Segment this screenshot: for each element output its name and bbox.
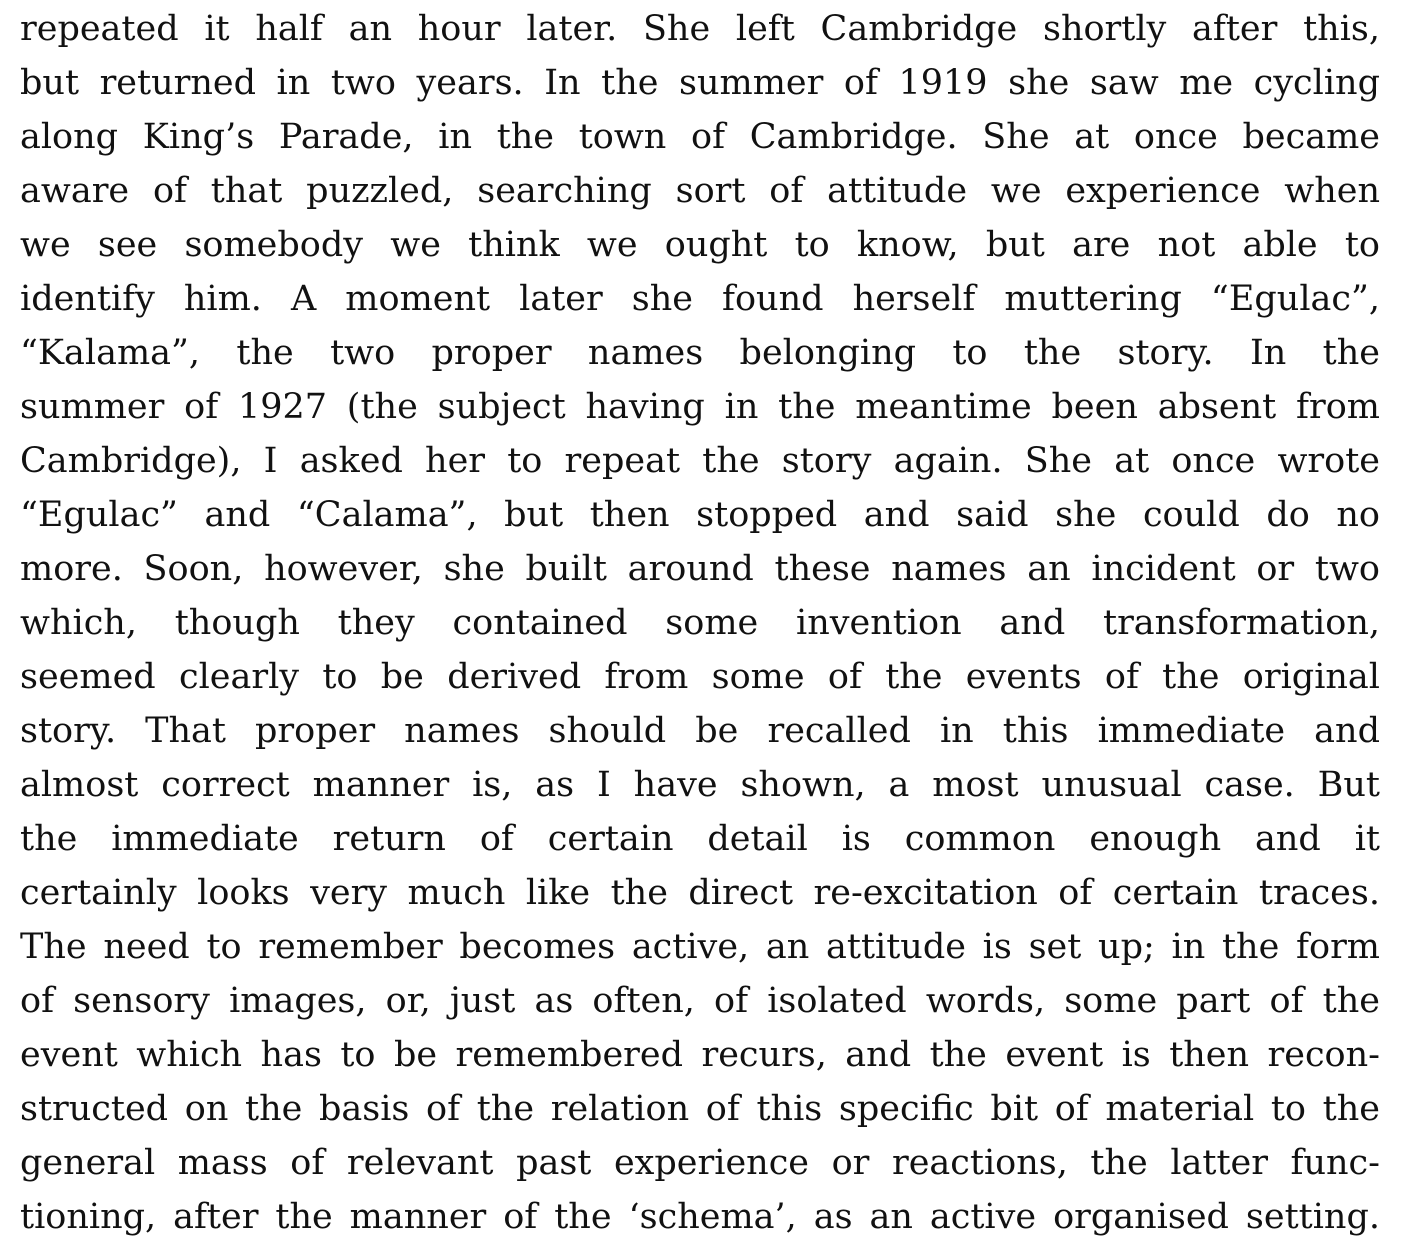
document-page bbox=[20, 2, 1380, 1244]
text-line: certainly looks very much like the direct re-excitation of certain traces. bbox=[20, 873, 1380, 913]
text-line: story. That proper names should be recalled in this immediate and bbox=[20, 711, 1380, 751]
text-line: identify him. A moment later she found herself muttering “Egulac”, bbox=[20, 279, 1380, 319]
text-line: structed on the basis of the relation of this specific bit of material to the bbox=[20, 1089, 1380, 1129]
text-line: tioning, after the manner of the ‘schema’, as an active organised setting. bbox=[20, 1197, 1380, 1237]
text-line: repeated it half an hour later. She left Cambridge shortly after this, bbox=[20, 9, 1380, 49]
text-line: aware of that puzzled, searching sort of attitude we experience when bbox=[20, 171, 1380, 211]
text-line: seemed clearly to be derived from some of the events of the original bbox=[20, 657, 1380, 697]
text-line: event which has to be remembered recurs, and the event is then recon- bbox=[20, 1035, 1380, 1075]
text-line: summer of 1927 (the subject having in the meantime been absent from bbox=[20, 387, 1380, 427]
text-line: but returned in two years. In the summer of 1919 she saw me cycling bbox=[20, 63, 1380, 103]
text-line: Cambridge), I asked her to repeat the story again. She at once wrote bbox=[20, 441, 1380, 481]
text-line: The need to remember becomes active, an attitude is set up; in the form bbox=[20, 927, 1380, 967]
text-line: “Egulac” and “Calama”, but then stopped and said she could do no bbox=[20, 495, 1380, 535]
text-line: more. Soon, however, she built around these names an incident or two bbox=[20, 549, 1380, 589]
text-line: the immediate return of certain detail is common enough and it bbox=[20, 819, 1380, 859]
text-line: of sensory images, or, just as often, of isolated words, some part of the bbox=[20, 981, 1380, 1021]
text-line: along King’s Parade, in the town of Cambridge. She at once became bbox=[20, 117, 1380, 157]
text-line: general mass of relevant past experience or reactions, the latter func- bbox=[20, 1143, 1380, 1183]
text-line: almost correct manner is, as I have shown, a most unusual case. But bbox=[20, 765, 1380, 805]
text-line: which, though they contained some invention and transformation, bbox=[20, 603, 1380, 643]
text-line: we see somebody we think we ought to know, but are not able to bbox=[20, 225, 1380, 265]
text-line: “Kalama”, the two proper names belonging to the story. In the bbox=[20, 333, 1380, 373]
